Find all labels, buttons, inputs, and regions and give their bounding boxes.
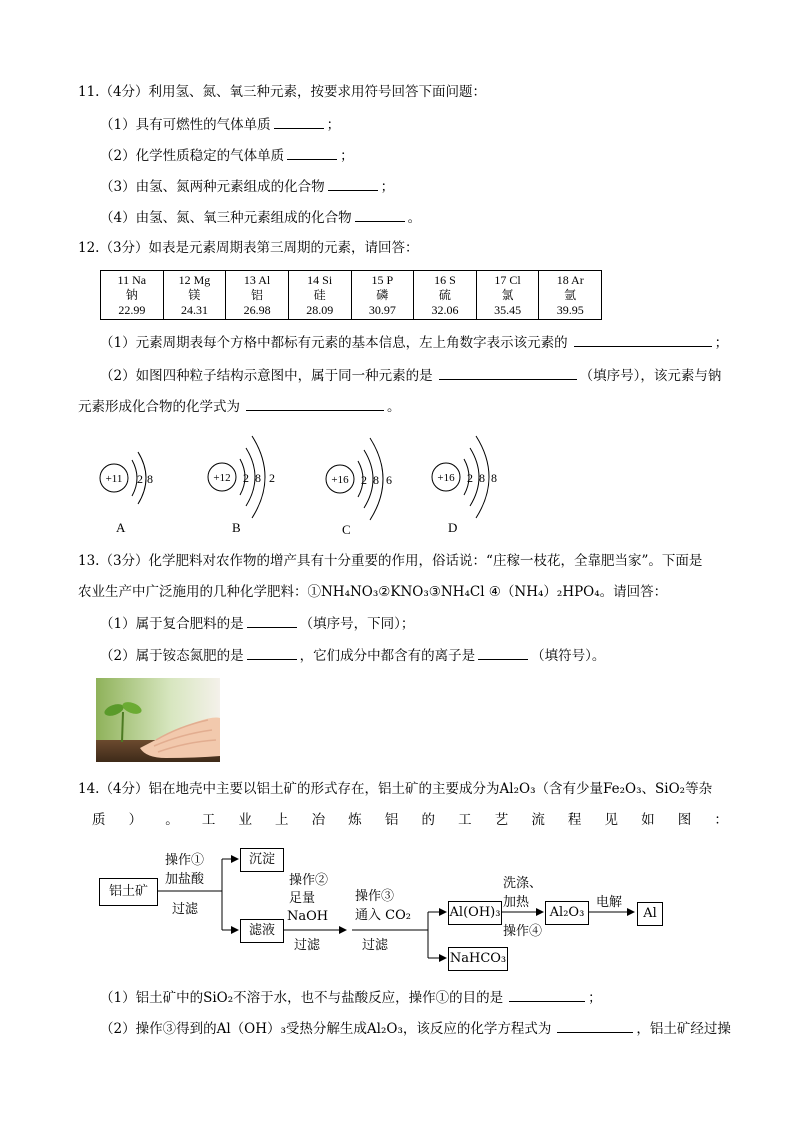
- q13-part-2-text: （2）属于铵态氮肥的是: [100, 648, 244, 664]
- answer-blank[interactable]: [509, 988, 585, 1002]
- element-mass: 28.09: [306, 302, 334, 317]
- flow-label: 加热: [503, 895, 530, 910]
- element-number: 15 P: [371, 272, 394, 287]
- nucleus-charge: +16: [331, 474, 349, 486]
- flow-label: 电解: [596, 895, 623, 910]
- electron-count: 2: [467, 471, 473, 485]
- electron-count: 2: [269, 471, 275, 485]
- q14-char: 工: [201, 812, 216, 828]
- q13-stem: 13.（3分）化学肥料对农作物的增产具有十分重要的作用，俗话说：“庄稼一枝花，全靠肥当家”。下面是: [78, 553, 703, 569]
- electron-count: 8: [255, 471, 261, 485]
- flow-label: 过滤: [362, 938, 389, 953]
- q14-char: ）: [128, 812, 143, 828]
- q14-char: 质: [92, 812, 106, 828]
- element-name: 铝: [251, 287, 264, 302]
- q14-part-2-text: （2）操作③得到的Al（OH）₃受热分解生成Al₂O₃，该反应的化学方程式为: [100, 1021, 552, 1037]
- q13-part-2-text-b: ，它们成分中都含有的离子是: [299, 648, 476, 664]
- flow-box-alumina: Al₂O₃: [545, 901, 589, 925]
- q14-char: 上: [275, 812, 289, 828]
- q14-stem: 14.（4分）铝在地壳中主要以铝土矿的形式存在，铝土矿的主要成分为Al₂O₃（含有少量Fe₂O₃、SiO₂等杂: [78, 781, 713, 797]
- flow-label: 洗涤、: [503, 876, 543, 891]
- element-mass: 30.97: [368, 302, 396, 317]
- electron-count: 8: [479, 471, 485, 485]
- flow-label: 操作④: [503, 924, 543, 939]
- element-number: 16 S: [434, 272, 456, 287]
- q14-char: 炼: [348, 812, 362, 828]
- atom-label: D: [448, 520, 458, 535]
- electron-count: 2: [361, 473, 367, 487]
- q14-char: 见: [604, 812, 619, 828]
- q13-part-2-hint: （填符号）。: [531, 648, 606, 664]
- q11-item-4-end: 。: [407, 210, 422, 226]
- flow-box-aluminium-hydroxide: Al(OH)₃: [448, 901, 502, 925]
- element-mass: 22.99: [118, 302, 146, 317]
- q14-char: ：: [714, 812, 728, 828]
- q14-char: 工: [458, 812, 472, 828]
- electron-count: 2: [137, 472, 143, 486]
- q14-char: 冶: [311, 812, 326, 828]
- q11-stem: 11.（4分）利用氢、氮、氧三种元素，按要求用符号回答下面问题：: [78, 84, 487, 100]
- element-number: 13 Al: [243, 272, 271, 287]
- electron-count: 8: [147, 472, 153, 486]
- atom-label: A: [116, 520, 126, 535]
- element-number: 17 Cl: [494, 272, 521, 287]
- q11-item-4-text: （4）由氢、氮、氧三种元素组成的化合物: [100, 210, 352, 226]
- q14-char: 。: [165, 812, 179, 828]
- q14-char: 如: [641, 812, 655, 828]
- q12-part-2-cont-text: 元素形成化合物的化学式为: [78, 399, 240, 415]
- q14-part-1-end: ；: [588, 990, 602, 1006]
- nucleus-charge: +12: [213, 472, 231, 484]
- q14-char: 的: [421, 812, 435, 828]
- element-name: 镁: [188, 287, 201, 302]
- atom-label: C: [342, 522, 351, 537]
- flow-label: 足量: [289, 891, 316, 906]
- element-name: 钠: [125, 287, 138, 302]
- element-mass: 35.45: [494, 302, 522, 317]
- q14-char: 程: [567, 812, 582, 828]
- q14-char: 铝: [384, 812, 399, 828]
- q11-item-2-text: （2）化学性质稳定的气体单质: [100, 148, 285, 164]
- q14-part-1: [100, 988, 602, 1007]
- flow-label: 过滤: [172, 902, 199, 917]
- q14-char: 业: [238, 812, 252, 828]
- q12-part-1-text: （1）元素周期表每个方格中都标有元素的基本信息，左上角数字表示该元素的: [100, 335, 568, 351]
- flow-label: 操作②: [289, 873, 329, 888]
- nucleus-charge: +16: [437, 472, 455, 484]
- q11-item-3-text: （3）由氢、氮两种元素组成的化合物: [100, 179, 325, 195]
- flow-label: 过滤: [294, 938, 321, 953]
- element-name: 氩: [564, 287, 577, 302]
- q12-part-1-end: ；: [714, 335, 729, 351]
- electron-count: 8: [491, 471, 497, 485]
- q11-item-2-end: ；: [340, 148, 354, 164]
- element-name: 氯: [501, 287, 514, 302]
- flow-label: NaOH: [287, 909, 329, 924]
- flow-box-sodium-bicarbonate: NaHCO₃: [448, 947, 508, 971]
- electron-count: 2: [243, 471, 249, 485]
- flow-box-precipitate: 沉淀: [240, 848, 284, 872]
- flow-label: 操作①: [165, 853, 205, 868]
- element-name: 硅: [313, 287, 326, 302]
- q12-stem: 12.（3分）如表是元素周期表第三周期的元素，请回答：: [78, 240, 419, 256]
- element-name: 硫: [438, 287, 451, 302]
- q11-item-1-end: ；: [326, 117, 341, 133]
- element-number: 18 Ar: [556, 272, 584, 287]
- element-mass: 26.98: [243, 302, 271, 317]
- element-number: 14 Si: [307, 272, 333, 287]
- flow-box-aluminium: Al: [637, 902, 663, 926]
- flow-label: 通入 CO₂: [355, 908, 411, 923]
- answer-blank[interactable]: [557, 1019, 633, 1033]
- q14-part-1-text: （1）铝土矿中的SiO₂不溶于水，也不与盐酸反应，操作①的目的是: [100, 990, 504, 1006]
- q11-item-3-end: ；: [380, 179, 395, 195]
- q12-part-2-hint: （填序号），该元素与钠: [579, 368, 722, 384]
- electron-count: 6: [386, 473, 392, 487]
- q14-char: 流: [531, 812, 545, 828]
- q14-char: 艺: [494, 812, 509, 828]
- q13-part-1-text: （1）属于复合肥料的是: [100, 616, 244, 632]
- q11-item-1-text: （1）具有可燃性的气体单质: [100, 117, 271, 133]
- q14-part-2: [100, 1019, 731, 1038]
- nucleus-charge: +11: [105, 473, 123, 485]
- element-mass: 32.06: [431, 302, 459, 317]
- q14-part-2-text-b: ，铝土矿经过操: [636, 1021, 731, 1037]
- flow-label: 操作③: [355, 889, 395, 904]
- q13-part-1-hint: （填序号，下同）: [299, 616, 401, 632]
- q13-fertilizers: 农业生产中广泛施用的几种化学肥料：①NH₄NO₃②KNO₃③NH₄Cl ④（NH₄）₂HPO₄。请回答：: [78, 584, 668, 600]
- flow-box-filtrate: 滤液: [240, 919, 284, 943]
- atom-label: B: [232, 520, 241, 535]
- q12-part-2-end: 。: [387, 399, 401, 415]
- element-number: 11 Na: [117, 272, 147, 287]
- q12-part-2-text: （2）如图四种粒子结构示意图中，属于同一种元素的是: [100, 368, 433, 384]
- element-mass: 39.95: [556, 302, 584, 317]
- element-mass: 24.31: [180, 302, 208, 317]
- q14-char: 图: [677, 812, 692, 828]
- flow-label: 加盐酸: [165, 872, 205, 887]
- element-number: 12 Mg: [178, 272, 211, 287]
- electron-count: 8: [373, 473, 379, 487]
- q13-part-1-end: ；: [400, 616, 415, 632]
- flow-box-bauxite: 铝土矿: [99, 878, 158, 906]
- element-name: 磷: [376, 287, 389, 302]
